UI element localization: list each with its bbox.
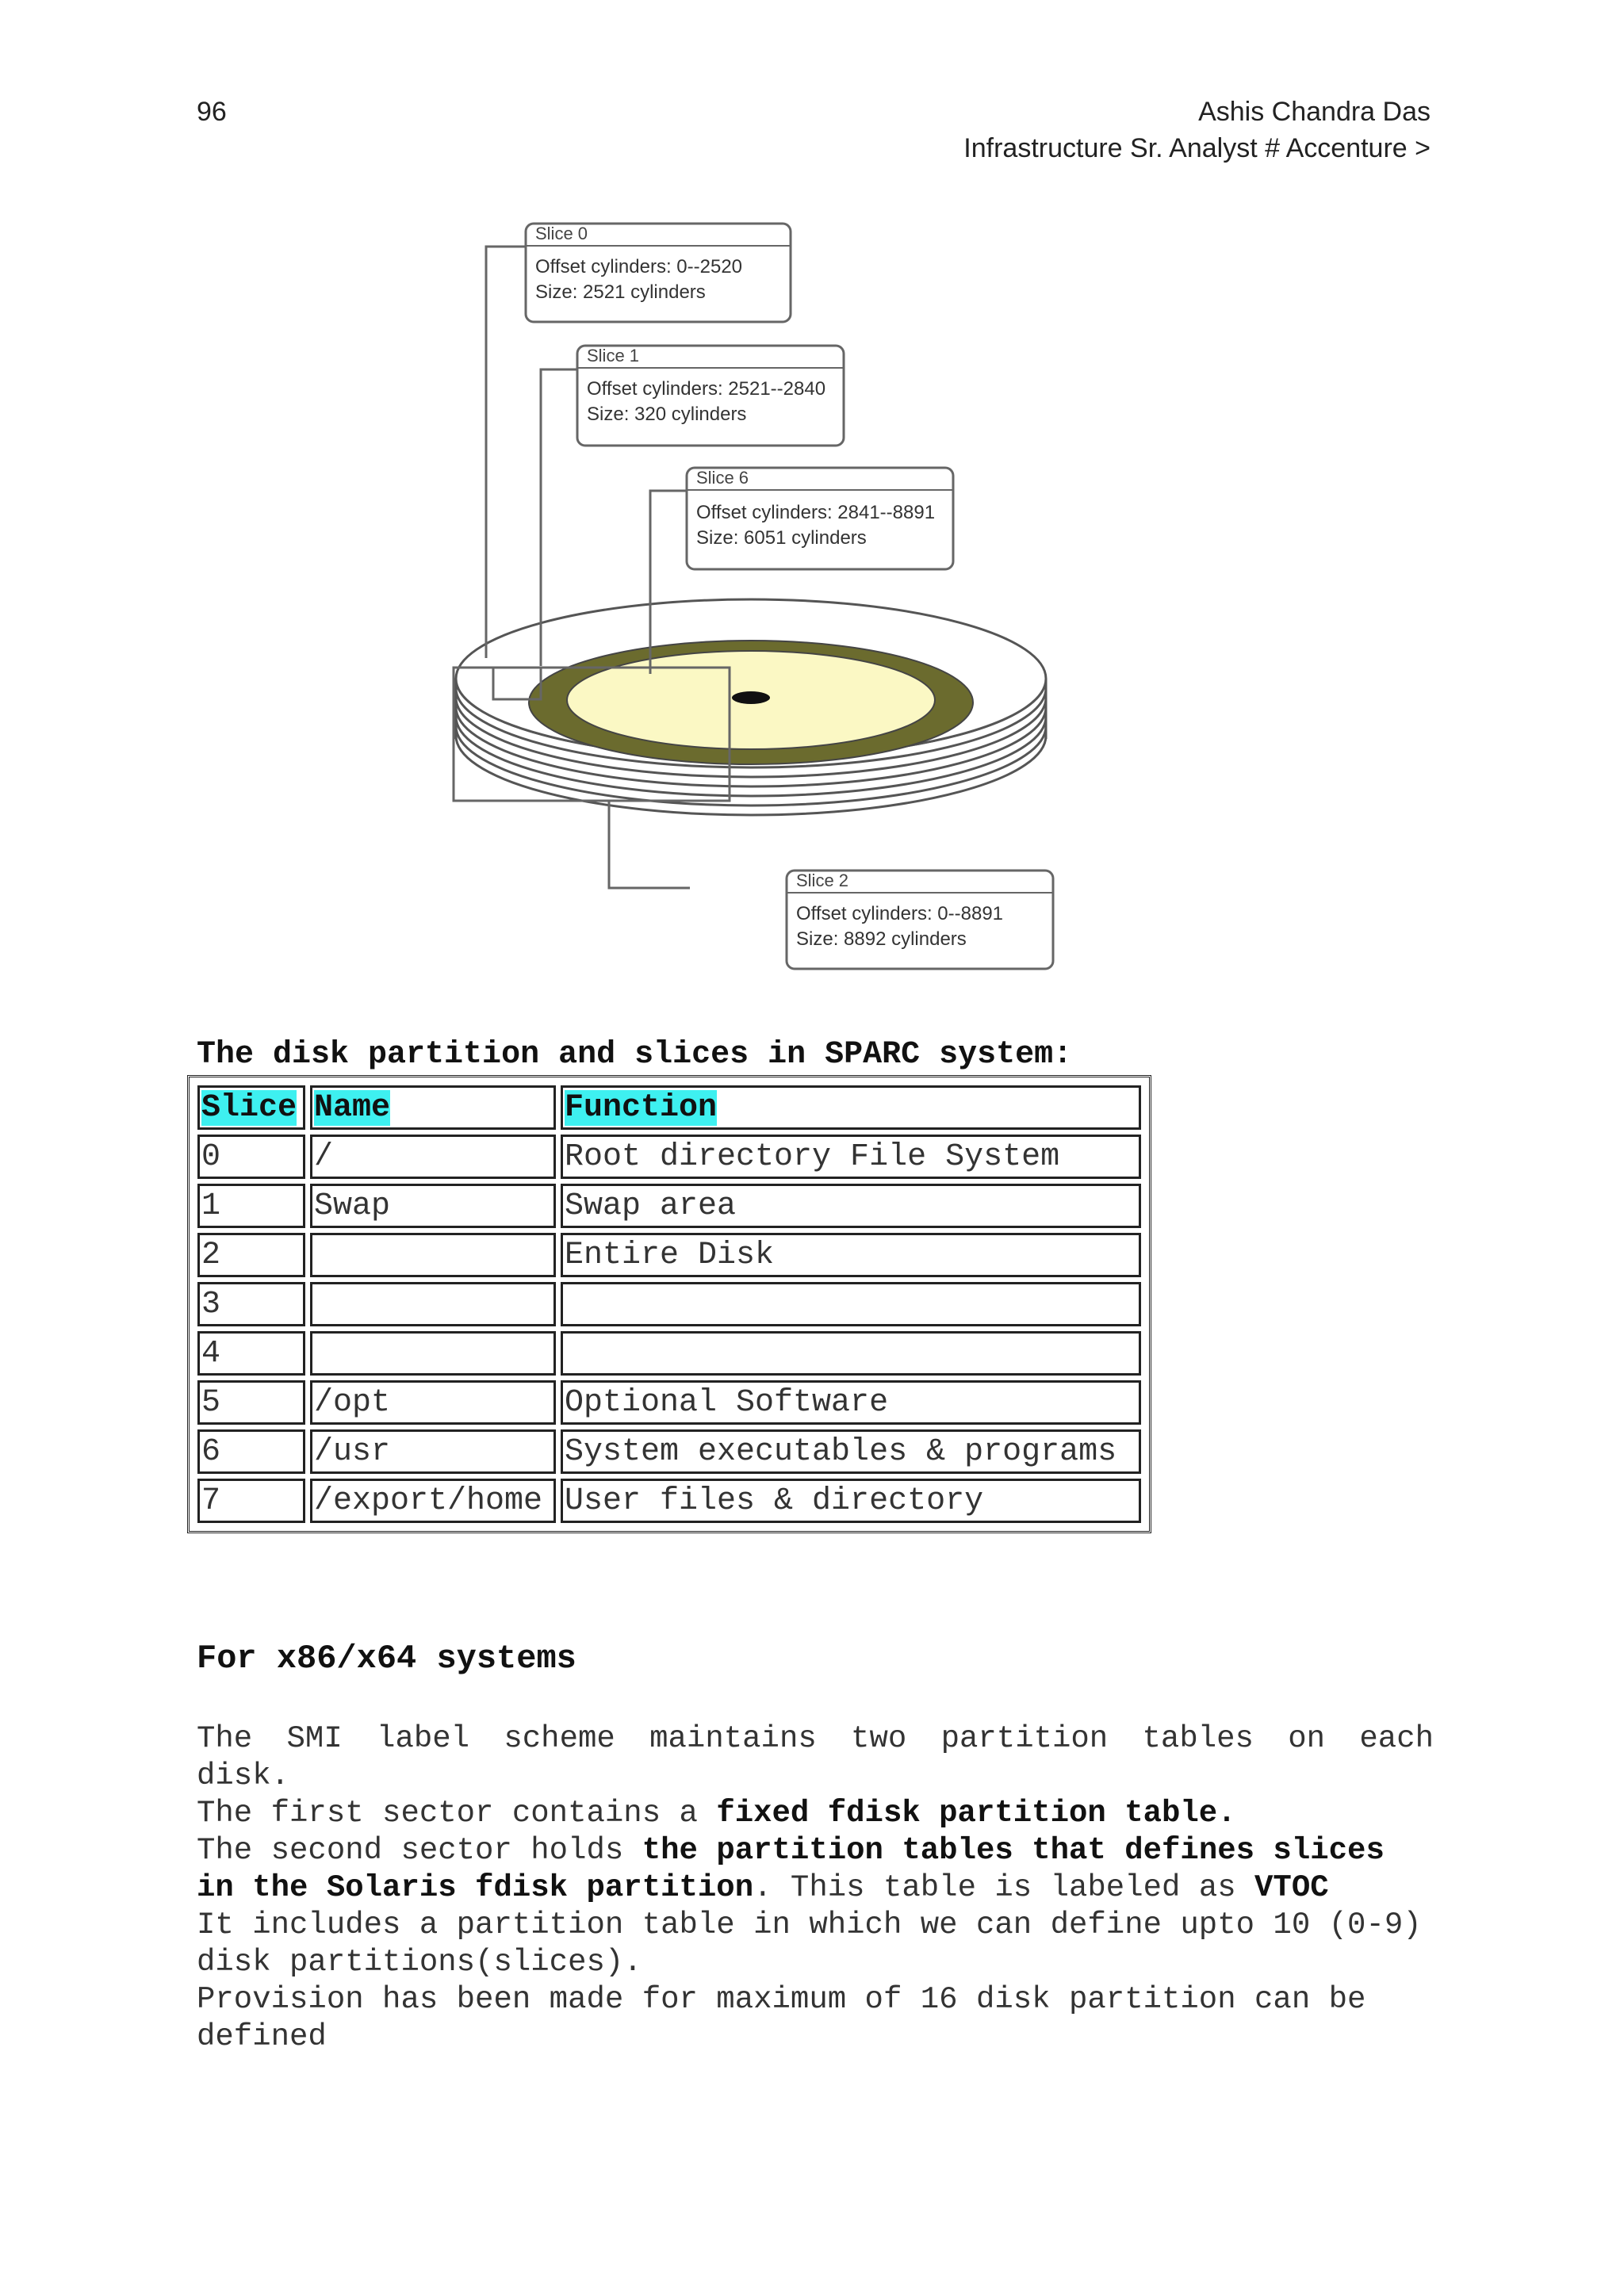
cell-function — [561, 1331, 1141, 1376]
table-row — [197, 1380, 1141, 1425]
cell-function: Entire Disk — [561, 1233, 1141, 1277]
spindle-hole — [732, 691, 770, 704]
cell-slice: 5 — [197, 1380, 305, 1425]
table-row — [197, 1429, 1141, 1474]
cell-slice: 4 — [197, 1331, 305, 1376]
cell-slice: 3 — [197, 1282, 305, 1326]
cell-name: /opt — [310, 1380, 556, 1425]
slice-6-callout — [687, 468, 953, 569]
cell-name — [310, 1331, 556, 1376]
table-caption: The disk partition and slices in SPARC system: — [197, 1037, 1073, 1073]
table-header-row — [197, 1085, 1141, 1130]
cell-function — [561, 1282, 1141, 1326]
cell-name: /usr — [310, 1429, 556, 1474]
cell-slice: 7 — [197, 1479, 305, 1523]
cell-name — [310, 1233, 556, 1277]
page-number: 96 — [197, 97, 227, 127]
author-role: Infrastructure Sr. Analyst # Accenture > — [963, 133, 1431, 163]
table-row — [197, 1135, 1141, 1179]
slice-1-title: Slice 1 — [587, 346, 640, 365]
cell-name — [310, 1282, 556, 1326]
body-text — [197, 1720, 1434, 2056]
paragraph-line: The first sector contains a fixed fdisk partition table. — [197, 1796, 1236, 1831]
cell-name: Swap — [310, 1184, 556, 1228]
cell-name: / — [310, 1135, 556, 1179]
cell-function: System executables & programs — [561, 1429, 1141, 1474]
slice-2-callout — [787, 871, 1053, 969]
cell-function: Optional Software — [561, 1380, 1141, 1425]
cell-function: Swap area — [561, 1184, 1141, 1228]
slice-2-size: Size: 8892 cylinders — [796, 928, 967, 950]
header-function: Function — [561, 1085, 1141, 1130]
slice-6-title: Slice 6 — [696, 468, 749, 488]
paragraph-line: It includes a partition table in which we can define upto 10 (0-9) disk partitions(slices). — [197, 1908, 1422, 1980]
slice-table — [187, 1075, 1151, 1533]
cell-name: /export/home — [310, 1479, 556, 1523]
paragraph-line: Provision has been made for maximum of 16 disk partition can be defined — [197, 1982, 1366, 2054]
slice-2-offset: Offset cylinders: 0--8891 — [796, 903, 1004, 924]
slice-0-title: Slice 0 — [535, 224, 588, 243]
cell-slice: 0 — [197, 1135, 305, 1179]
slice-0-offset: Offset cylinders: 0--2520 — [535, 256, 743, 277]
cell-slice: 6 — [197, 1429, 305, 1474]
slice-1-size: Size: 320 cylinders — [587, 404, 747, 425]
paragraph-line: The SMI label scheme maintains two partition tables on each — [197, 1721, 1434, 1756]
paragraph-line: The second sector holds the partition tables that defines slices in the Solaris fdisk partition. This table is labeled as VTOC — [197, 1833, 1385, 1905]
cell-slice: 2 — [197, 1233, 305, 1277]
table-row — [197, 1233, 1141, 1277]
slice-6-offset: Offset cylinders: 2841--8891 — [696, 502, 936, 523]
paragraph-line: disk. — [197, 1758, 290, 1793]
cell-function: Root directory File System — [561, 1135, 1141, 1179]
slice-0-size: Size: 2521 cylinders — [535, 281, 706, 303]
slice-2-title: Slice 2 — [796, 871, 849, 890]
table-row — [197, 1479, 1141, 1523]
header-name: Name — [310, 1085, 556, 1130]
cell-function: User files & directory — [561, 1479, 1141, 1523]
table-row — [197, 1282, 1141, 1326]
slice-6-size: Size: 6051 cylinders — [696, 527, 867, 549]
slice-1-callout — [577, 346, 844, 446]
table-row — [197, 1331, 1141, 1376]
slice-0-callout — [526, 224, 791, 322]
table-row — [197, 1184, 1141, 1228]
section-title: For x86/x64 systems — [197, 1640, 576, 1678]
cell-slice: 1 — [197, 1184, 305, 1228]
header-slice: Slice — [197, 1085, 305, 1130]
author-name: Ashis Chandra Das — [1198, 97, 1431, 127]
disk-slices-diagram — [428, 214, 1063, 975]
slice-1-offset: Offset cylinders: 2521--2840 — [587, 378, 826, 400]
